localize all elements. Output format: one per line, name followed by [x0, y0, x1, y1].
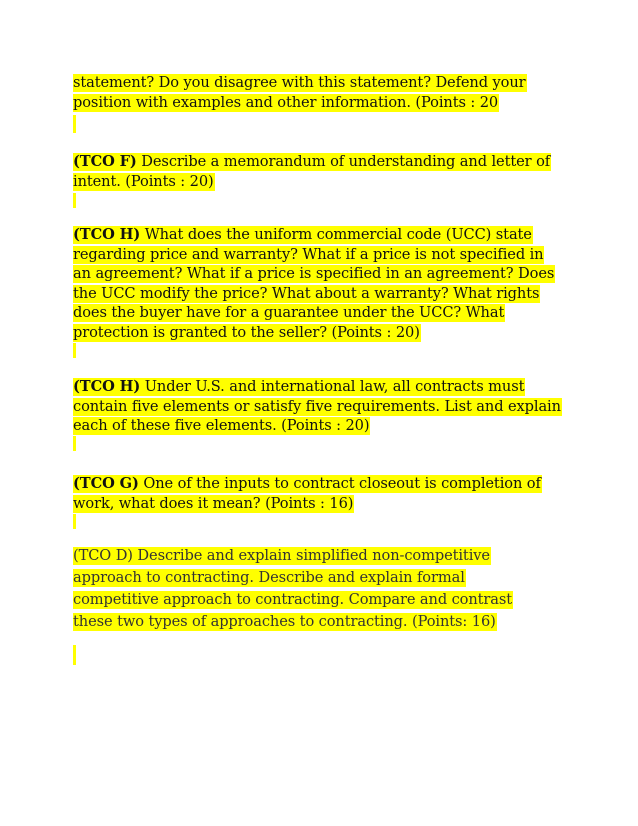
question-block-3 — [73, 377, 593, 436]
text-line: each of these five elements. (Points : 20) — [73, 417, 370, 434]
text-line: (TCO D) Describe and explain simplified non-competitive — [73, 547, 490, 564]
text-line: contain five elements or satisfy five requirements. List and explain — [73, 397, 561, 415]
text-line: approach to contracting. Describe and explain formal — [73, 569, 465, 586]
question-block-5 — [73, 545, 593, 633]
text-line: the UCC modify the price? What about a warranty? What rights — [73, 284, 540, 302]
text-line: an agreement? What if a price is specified in an agreement? Does — [73, 265, 555, 282]
question-block-1 — [73, 152, 593, 191]
text-line: regarding price and warranty? What if a price is not specified in — [73, 245, 544, 263]
highlight-marker — [73, 436, 76, 451]
text-line: protection is granted to the seller? (Points : 20) — [73, 323, 420, 341]
text-line: does the buyer have for a guarantee under the UCC? What — [73, 304, 505, 321]
highlight-marker — [73, 193, 76, 208]
text-line: statement? Do you disagree with this statement? Defend your — [73, 74, 526, 91]
text-line: competitive approach to contracting. Compare and contrast — [73, 591, 513, 608]
text-line: these two types of approaches to contracting. (Points: 16) — [73, 613, 496, 630]
question-block-0 — [73, 73, 593, 112]
question-block-2 — [73, 225, 593, 342]
question-block-4 — [73, 474, 593, 513]
tco-label: (TCO F) — [73, 153, 137, 170]
text-line: position with examples and other information. (Points : 20 — [73, 93, 499, 111]
text-line: work, what does it mean? (Points : 16) — [73, 494, 354, 512]
text-line: (TCO F) Describe a memorandum of understanding and letter of — [73, 153, 551, 170]
highlight-marker — [73, 514, 76, 529]
text-line: (TCO H) Under U.S. and international law, all contracts must — [73, 378, 525, 395]
highlight-marker — [73, 115, 76, 133]
highlight-marker — [73, 645, 76, 665]
tco-label: (TCO H) — [73, 226, 141, 243]
text-line: (TCO G) One of the inputs to contract closeout is completion of — [73, 475, 541, 492]
text-line: intent. (Points : 20) — [73, 172, 214, 190]
highlight-marker — [73, 343, 76, 358]
text-line: (TCO H) What does the uniform commercial code (UCC) state — [73, 226, 532, 243]
tco-label: (TCO G) — [73, 475, 139, 492]
tco-label: (TCO H) — [73, 378, 141, 395]
